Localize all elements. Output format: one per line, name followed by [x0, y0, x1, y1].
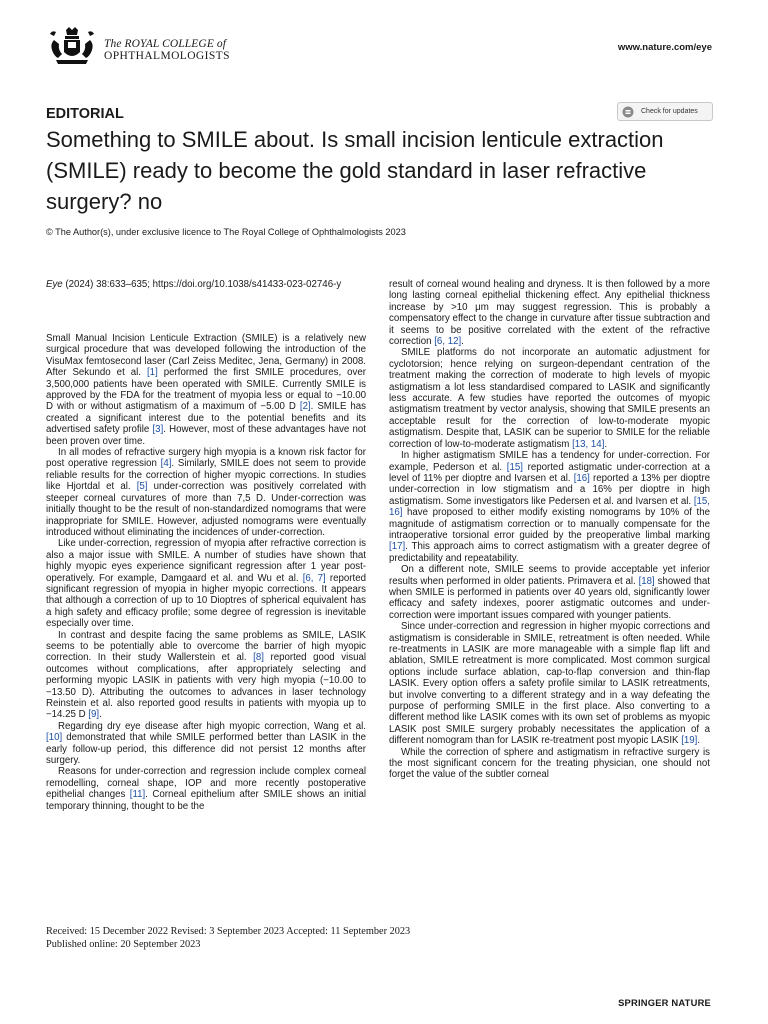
paragraph-text: . [461, 336, 464, 348]
reference-link[interactable]: [3] [152, 424, 164, 436]
article-citation [46, 279, 366, 290]
paragraph-text: result of corneal wound healing and dryness. It is then followed by a more long lasting corneal epithelial thickening effect. Any epithelial thickness increase by >10 μm may suggest regression. This is probably a compensatory effect to the change in curvature after tissue subtraction and it seems to be positive correlated with the extent of the refractive correction [389, 279, 710, 348]
paragraph-text: . SMILE has created a significant interest due to the potential benefits and its advertised safety profile [46, 401, 366, 436]
paragraph [389, 564, 710, 621]
paragraph [46, 630, 366, 721]
paragraph [46, 538, 366, 629]
journal-url-link[interactable]: www.nature.com/eye [617, 42, 712, 53]
paragraph-text: demonstrated that while SMILE performed better than LASIK in the early follow-up period, this difference did not persist 12 months after surgery. [46, 732, 366, 767]
citation-details[interactable]: (2024) 38:633–635; https://doi.org/10.1038/s41433-023-02746-y [62, 279, 342, 290]
paragraph [46, 447, 366, 538]
paragraph-text: reported good visual outcomes without complications, after appropriately selecting and performing myopic LASIK in patients with very high myopia (−10.00 to −13.50 D). Attributing the outcomes to advances in laser technology Reinstein et al. also reported good results in patients with myopia up to −14.25 D [46, 652, 366, 721]
paragraph-text: In contrast and despite facing the same problems as SMILE, LASIK seems to be potentially able to overcome the barrier of high myopic correction. In their study Wallerstein et al. [46, 629, 366, 664]
college-name [104, 38, 230, 62]
reference-link[interactable]: [17] [389, 541, 406, 553]
reference-link[interactable]: [1] [146, 367, 158, 379]
reference-link[interactable]: [18] [638, 575, 655, 587]
paragraph [46, 721, 366, 767]
check-updates-icon [622, 106, 634, 118]
reference-link[interactable]: [4] [160, 458, 172, 470]
article-title: Something to SMILE about. Is small incision lenticule extraction (SMILE) ready to become the gold standard in laser refractive surgery? no [46, 127, 664, 214]
paragraph-text: Regarding dry eye disease after high myopic correction, Wang et al. [58, 720, 366, 732]
paragraph-text: . Corneal epithelium after SMILE shows an initial temporary thinning, thought to be the [46, 789, 367, 812]
paragraph-text: In higher astigmatism SMILE has a tendency for under-correction. For example, Pederson et al. [389, 450, 710, 473]
copyright-notice: © The Author(s), under exclusive licence to The Royal College of Ophthalmologists 2023 [46, 227, 406, 237]
paragraph-text: On a different note, SMILE seems to provide acceptable yet inferior results when performed in older patients. Primavera et al. [389, 564, 710, 587]
reference-link[interactable]: [8] [253, 652, 264, 664]
paragraph-text: . [99, 709, 102, 721]
reference-link[interactable]: [2] [299, 401, 311, 413]
paragraph-text: . This approach aims to correct astigmatism with a greater degree of predictability and repeatability. [389, 541, 710, 564]
paragraph-text: . [604, 438, 608, 450]
reference-link[interactable]: [13, 14] [572, 438, 605, 450]
paragraph-text: . [697, 735, 701, 747]
reference-link[interactable]: [9] [88, 709, 100, 721]
paragraph-text: under-correction was positively correlated with steeper corneal curvatures of more than 7,5 D. Under-correction was initially thought to be the result of non-standardized nomograms that were inappropriate for SMILE. However, adjusted nomograms were eventually introduced without eliminating the incidences of under-correction. [46, 481, 366, 538]
reference-link[interactable]: [16] [573, 472, 590, 484]
article-dates [46, 926, 410, 951]
royal-college-crest-icon [46, 26, 98, 68]
paragraph-text: reported significant regression of myopia in higher myopic corrections. It appears that although a correction of up to 10 Dioptres of spherical equivalent has a high safety and efficacy profile; some degree of regression is inevitable especially over time. [46, 572, 367, 630]
citation-journal: Eye [46, 279, 63, 290]
reference-link[interactable]: [15] [506, 461, 523, 473]
reference-link[interactable]: [6, 12] [434, 336, 462, 348]
paragraph [46, 333, 366, 447]
dates-received-revised-accepted: Received: 15 December 2022 Revised: 3 September 2023 Accepted: 11 September 2023 [46, 926, 411, 937]
paragraph-text: Since under-correction and regression in higher myopic corrections and astigmatism is considerable in SMILE, retreatment is often needed. While re-treatments in LASIK are more manageable with a simple flap lift and ablation, SMILE retreatment is more complicated. Most common surgical options include surface ablation, cap-to-flap conversion and thin-flap LASIK. Every option offers a safety profile similar to LASIK retreatments, but involve converting to a different strategy and in a way defeating the purpose of performing SMILE in the first place. Also converting to a different method like LASIK comes with its own set of problems as myopic LASIK post SMILE surgery probably necessitates the application of a different nomogram than for LASIK re-treatment post myopic LASIK [389, 621, 710, 747]
reference-link[interactable]: [10] [46, 732, 63, 744]
check-for-updates-label: Check for updates [641, 108, 698, 115]
paragraph-text: performed the first SMILE procedures, over 3,500,000 patients have been operated with SMILE. Currently SMILE is approved by the FDA for the treatment of myopia less or equal to −10.00 D with or without astigmatism of a maximum of −5.00 D [46, 367, 367, 413]
reference-link[interactable]: [6, 7] [302, 572, 326, 584]
dates-published-online: Published online: 20 September 2023 [46, 938, 201, 950]
reference-link[interactable]: [15, 16] [389, 495, 710, 519]
publisher-logo: SPRINGER NATURE [618, 997, 711, 1008]
paragraph-text: have proposed to either modify existing nomograms by 10% of the magnitude of astigmatism correction or to manually compensate for the intraoperative torsional error guided by the preoperative limbal marking [389, 507, 710, 541]
paragraph-text: Like under-correction, regression of myopia after refractive correction is also a major issue with SMILE. A number of studies have shown that highly myopic eyes experience significant regression after 1 year post-operatively. For example, Damgaard et al. and Wu et al. [46, 538, 366, 584]
paragraph [46, 766, 366, 812]
paragraph-text: . Similarly, SMILE does not seem to provide reliable results for the correction of higher myopic corrections. In studies like Hjortdal et al. [46, 458, 366, 493]
reference-link[interactable]: [19] [681, 735, 698, 747]
left-column-body [46, 333, 366, 812]
paragraph [389, 279, 710, 347]
check-for-updates-button[interactable] [617, 102, 713, 121]
paragraph [389, 747, 710, 781]
reference-link[interactable]: [5] [136, 481, 148, 493]
right-column-body [389, 279, 710, 781]
college-name-line1: The ROYAL COLLEGE of [104, 38, 227, 50]
paragraph-text: . However, most of these advantages have not been proven over time. [46, 424, 366, 447]
paragraph-text: Reasons for under-correction and regression include complex corneal remodelling, corneal shape, IOP and more recently postoperative epithelial changes [46, 766, 366, 801]
paragraph-text: Small Manual Incision Lenticule Extraction (SMILE) is a relatively new surgical procedure that was developed following the introduction of the VisuMax femtosecond laser (Carl Zeiss Meditec, Jena, Germany) in 2008. After Sekundo et al. [46, 333, 366, 379]
paragraph-text: reported astigmatic under-correction at a level of 11% per dioptre and Ivarsen et al. [389, 461, 711, 484]
paragraph [389, 621, 710, 746]
college-name-line2: OPHTHALMOLOGISTS [104, 50, 230, 62]
paragraph-text: SMILE platforms do not incorporate an automatic adjustment for cyclotorsion; hence relying on surgeon-dependant centration of the treatment making the correction of moderate to high levels of myopic astigmatism a lot less standardised compared to LASIK and significantly less accurate. A few studies have reported the outcomes of myopic astigmatism treatment by vector analysis, showing that SMILE presents an acceptable result for the correction of low-to-moderate myopic astigmatism. Despite that, LASIK can be superior to SMILE for the reliable correction of low-to-moderate astigmatism [389, 347, 710, 450]
paragraph-text: showed that when SMILE is performed in patients over 40 years old, significantly lower efficacy and safety indexes, poorer astigmatic outcomes and under-correction were important issues compared with younger patients. [389, 575, 710, 621]
paragraph-text: reported a 13% per dioptre under-correction in low stigmatism and a 16% per dioptre in high astigmatism. Some investigators like Pedersen et al. and Ivarsen et al. [389, 472, 710, 507]
paragraph-text: In all modes of refractive surgery high myopia is a known risk factor for post operative regression [46, 447, 366, 470]
reference-link[interactable]: [11] [129, 789, 146, 801]
paragraph-text: While the correction of sphere and astigmatism in refractive surgery is the most significant concern for the treating physician, one should not forget the value of the subtler corneal [389, 746, 710, 781]
section-label: EDITORIAL [46, 106, 124, 122]
paragraph [389, 347, 710, 450]
paragraph [389, 450, 710, 564]
